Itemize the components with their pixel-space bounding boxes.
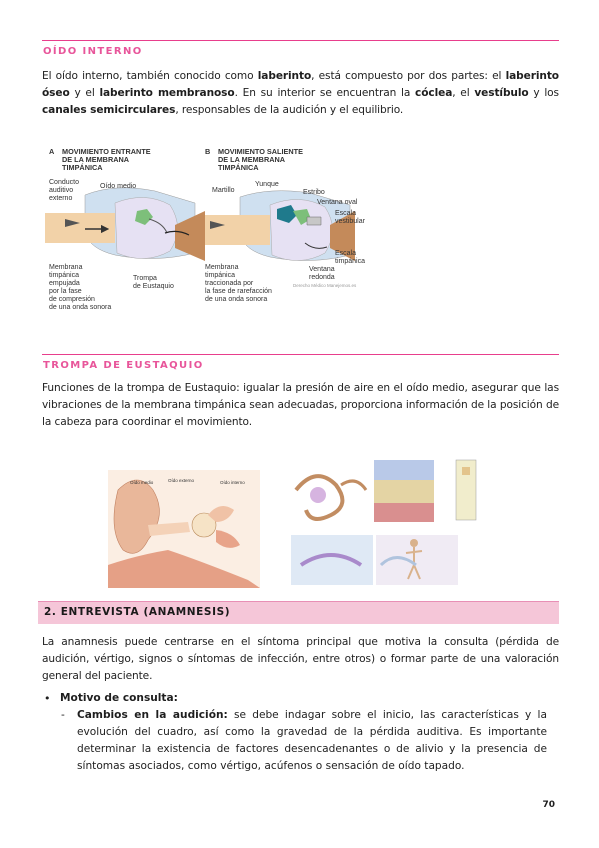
oido-interno-paragraph: El oído interno, también conocido como laberinto, está compuesto por dos partes: el laberinto óseo y el laberinto membranoso. En su interior se encuentran la cóclea, el vestíbulo y los canales semicirculares, responsables de la audición y el equilibrio. <box>42 70 559 116</box>
svg-text:externo: externo <box>49 195 73 202</box>
panel-a-letter: A <box>49 147 55 156</box>
anamnesis-paragraph: La anamnesis puede centrarse en el síntoma principal que motiva la consulta (pérdida de audición, vértigo, signos o síntomas de infección, entre otros) o formar parte de una valoración general del paciente. <box>42 636 559 682</box>
svg-text:MOVIMIENTO ENTRANTE: MOVIMIENTO ENTRANTE <box>62 147 151 156</box>
svg-text:Oído interno: Oído interno <box>220 480 245 485</box>
svg-text:de compresión: de compresión <box>49 296 95 303</box>
svg-text:DE LA MEMBRANA: DE LA MEMBRANA <box>218 155 286 164</box>
panel-b <box>205 147 366 303</box>
panel-a <box>45 147 205 311</box>
svg-text:Membrana: Membrana <box>205 264 239 271</box>
list-item-cambios-audicion: - Cambios en la audición: se debe indagar sobre el inicio, las características y la evolución del cuadro, así como la gravedad de la pérdida auditiva. Es importante determinar la existencia de factores desencadenantes o de alivio y la presencia de síntomas asociados, como vértigo, acúfenos o sensación de oído tapado. <box>42 707 547 775</box>
svg-text:Escala: Escala <box>335 250 357 257</box>
list-item-motivo: • Motivo de consulta: <box>42 690 547 707</box>
section-title-oido-interno: OÍDO INTERNO <box>43 46 143 57</box>
svg-text:Escala: Escala <box>335 210 357 217</box>
svg-text:de una onda sonora: de una onda sonora <box>49 304 112 311</box>
svg-text:TIMPÁNICA: TIMPÁNICA <box>62 163 103 172</box>
svg-text:Oído medio: Oído medio <box>100 183 137 190</box>
svg-text:redonda: redonda <box>309 274 335 281</box>
svg-text:Ventana oval: Ventana oval <box>317 199 358 206</box>
svg-text:Ventana: Ventana <box>309 266 335 273</box>
entrevista-heading: 2. ENTREVISTA (ANAMNESIS) <box>44 606 231 618</box>
svg-text:Derecho Médico Manejemos.es: Derecho Médico Manejemos.es <box>293 283 357 288</box>
page-number: 70 <box>542 800 555 810</box>
svg-text:Yunque: Yunque <box>255 181 279 188</box>
svg-text:TIMPÁNICA: TIMPÁNICA <box>218 163 259 172</box>
svg-text:la fase de rarefacción: la fase de rarefacción <box>205 288 272 295</box>
svg-text:de una onda sonora: de una onda sonora <box>205 296 268 303</box>
svg-text:Membrana: Membrana <box>49 264 83 271</box>
svg-text:traccionada por: traccionada por <box>205 280 254 287</box>
svg-text:DE LA MEMBRANA: DE LA MEMBRANA <box>62 155 130 164</box>
section-title-trompa: TROMPA DE EUSTAQUIO <box>43 360 204 371</box>
svg-text:Oído externo: Oído externo <box>168 478 195 483</box>
svg-text:timpánica: timpánica <box>335 258 365 265</box>
cochlea-illustration <box>286 455 498 588</box>
ear-anatomy-illustration <box>108 470 260 588</box>
entrevista-heading-band <box>38 601 559 624</box>
svg-text:Trompa: Trompa <box>133 275 157 282</box>
tympanic-membrane-figure <box>45 143 395 313</box>
svg-text:de Eustaquio: de Eustaquio <box>133 283 174 290</box>
panel-b-letter: B <box>205 147 211 156</box>
svg-text:Estribo: Estribo <box>303 189 325 196</box>
svg-text:vestibular: vestibular <box>335 218 365 225</box>
motivo-consulta-list <box>42 690 547 775</box>
svg-text:MOVIMIENTO SALIENTE: MOVIMIENTO SALIENTE <box>218 147 304 156</box>
section-divider-eustaquio <box>42 354 559 355</box>
svg-text:empujada: empujada <box>49 280 80 287</box>
svg-text:Martillo: Martillo <box>212 187 235 194</box>
trompa-paragraph: Funciones de la trompa de Eustaquio: igualar la presión de aire en el oído medio, asegurar que las vibraciones de la membrana timpánica sean adecuadas, proporciona información de la posición de la cabeza para coordinar el movimiento. <box>42 382 559 428</box>
svg-text:Conducto: Conducto <box>49 179 79 186</box>
svg-text:timpánica: timpánica <box>205 272 235 279</box>
svg-text:timpánica: timpánica <box>49 272 79 279</box>
svg-text:auditivo: auditivo <box>49 187 74 194</box>
svg-text:Oído medio: Oído medio <box>130 480 154 485</box>
section-divider-top <box>42 40 559 41</box>
svg-text:por la fase: por la fase <box>49 288 82 295</box>
